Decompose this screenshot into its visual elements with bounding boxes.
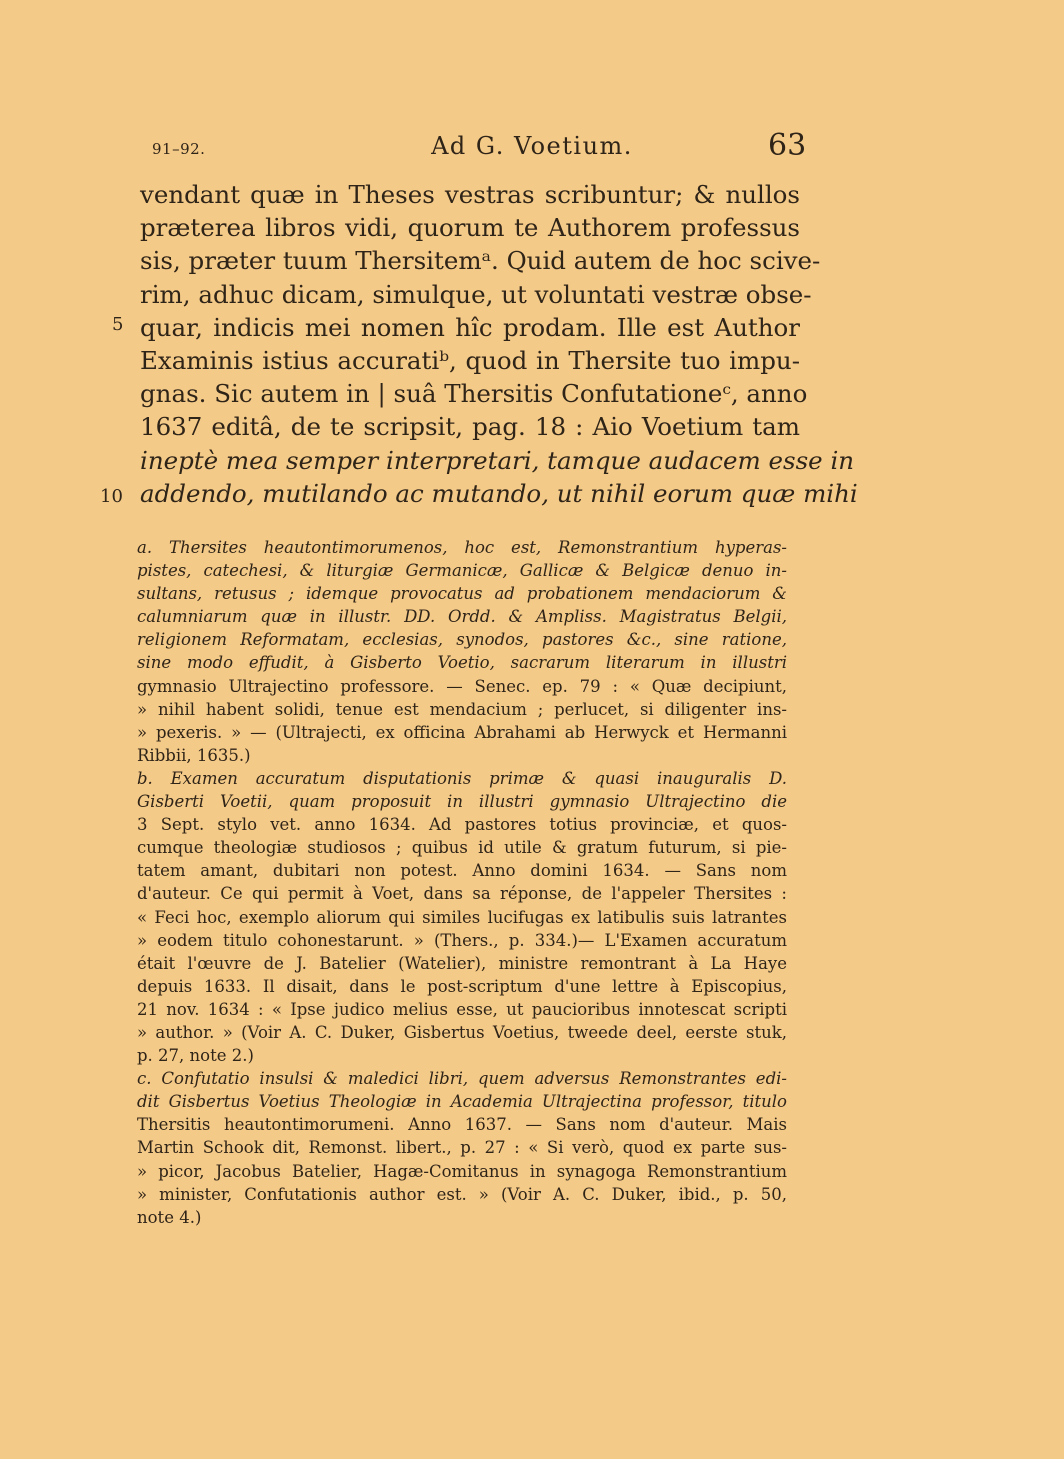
main-line: ineptè mea semper interpretari, tamque audacem esse in	[140, 445, 855, 475]
footnote-c-line: Martin Schook dit, Remonst. libert., p. 27 : « Si verò, quod ex parte sus-	[137, 1138, 787, 1158]
footnote-a-line: Ribbii, 1635.)	[137, 745, 251, 765]
line-number-5: 5	[112, 314, 124, 335]
footnote-c-line: Thersitis heautontimorumeni. Anno 1637. — Sans nom d'auteur. Mais	[137, 1115, 787, 1135]
line-number-10: 10	[100, 486, 123, 507]
main-line: rim, adhuc dicam, simulque, ut voluntati vestræ obse-	[140, 279, 812, 309]
main-line: gnas. Sic autem in | suâ Thersitis Confutationeᶜ, anno	[140, 379, 808, 409]
footnote-c-line: dit Gisbertus Voetius Theologiæ in Academia Ultrajectina professor, titulo	[137, 1092, 787, 1112]
footnote-c-line: » minister, Confutationis author est. » (Voir A. C. Duker, ibid., p. 50,	[137, 1184, 787, 1204]
main-line: Examinis istius accuratiᵇ, quod in Thersite tuo impu-	[140, 345, 800, 375]
main-line: quar, indicis mei nomen hîc prodam. Ille est Author	[140, 312, 800, 342]
footnote-c-line: note 4.)	[137, 1207, 202, 1227]
footnote-a-line: religionem Reformatam, ecclesias, synodos, pastores &c., sine ratione,	[137, 630, 787, 650]
main-line: 1637 editâ, de te scripsit, pag. 18 : Aio Voetium tam	[140, 412, 800, 442]
running-head	[0, 128, 1064, 172]
main-line: addendo, mutilando ac mutando, ut nihil eorum quæ mihi	[140, 478, 858, 508]
footnote-a-line: gymnasio Ultrajectino professore. — Senec. ep. 79 : « Quæ decipiunt,	[137, 676, 787, 696]
footnote-a-line: sine modo effudit, à Gisberto Voetio, sacrarum literarum in illustri	[137, 653, 787, 673]
footnote-b-line: Gisberti Voetii, quam proposuit in illustri gymnasio Ultrajectino die	[137, 792, 787, 812]
main-line: præterea libros vidi, quorum te Authorem professus	[140, 213, 800, 243]
footnote-a-line: sultans, retusus ; idemque provocatus ad probationem mendaciorum &	[137, 584, 787, 604]
footnote-b-line: cumque theologiæ studiosos ; quibus id utile & gratum futurum, si pie-	[137, 838, 787, 858]
main-text	[140, 178, 858, 510]
footnote-b-line: depuis 1633. Il disait, dans le post-scriptum d'une lettre à Episcopius,	[137, 976, 787, 996]
footnote-c-line: c. Confutatio insulsi & maledici libri, quem adversus Remonstrantes edi-	[137, 1069, 787, 1089]
folio-number: 63	[768, 128, 807, 163]
footnote-a-line: calumniarum quæ in illustr. DD. Ordd. & Ampliss. Magistratus Belgii,	[137, 607, 787, 627]
footnote-b-line: » author. » (Voir A. C. Duker, Gisbertus Voetius, tweede deel, eerste stuk,	[137, 1022, 787, 1042]
footnote-a-line: pistes, catechesi, & liturgiæ Germanicæ, Gallicæ & Belgicæ denuo in-	[137, 561, 787, 581]
footnote-b-line: » eodem titulo cohonestarunt. » (Thers., p. 334.)— L'Examen accuratum	[137, 930, 787, 950]
footnote-b-line: 21 nov. 1634 : « Ipse judico melius esse, ut paucioribus innotescat scripti	[137, 999, 787, 1019]
running-title: Ad G. Voetium.	[431, 132, 633, 160]
footnote-a-line: a. Thersites heautontimorumenos, hoc est, Remonstrantium hyperas-	[137, 538, 787, 557]
footnote-b-line: 3 Sept. stylo vet. anno 1634. Ad pastores totius provinciæ, et quos-	[137, 815, 787, 835]
footnote-c-line: » picor, Jacobus Batelier, Hagæ-Comitanus in synagoga Remonstrantium	[137, 1161, 787, 1181]
footnotes	[137, 536, 787, 1229]
footnote-b-line: b. Examen accuratum disputationis primæ & quasi inauguralis D.	[137, 768, 787, 788]
footnote-b-line: d'auteur. Ce qui permit à Voet, dans sa réponse, de l'appeler Thersites :	[137, 884, 787, 904]
footnote-a-line: » nihil habent solidi, tenue est mendacium ; perlucet, si diligenter ins-	[137, 699, 787, 719]
main-line: vendant quæ in Theses vestras scribuntur; & nullos	[140, 180, 800, 209]
footnote-b-line: tatem amant, dubitari non potest. Anno domini 1634. — Sans nom	[137, 861, 787, 881]
page-range: 91–92.	[152, 140, 206, 158]
footnote-b-line: « Feci hoc, exemplo aliorum qui similes lucifugas ex latibulis suis latrantes	[137, 907, 787, 927]
main-line: sis, præter tuum Thersitemᵃ. Quid autem de hoc scive-	[140, 246, 821, 276]
footnote-b-line: p. 27, note 2.)	[137, 1046, 254, 1066]
footnote-a-line: » pexeris. » — (Ultrajecti, ex officina Abrahami ab Herwyck et Hermanni	[137, 722, 787, 742]
footnote-b-line: était l'œuvre de J. Batelier (Watelier), ministre remontrant à La Haye	[137, 953, 787, 973]
